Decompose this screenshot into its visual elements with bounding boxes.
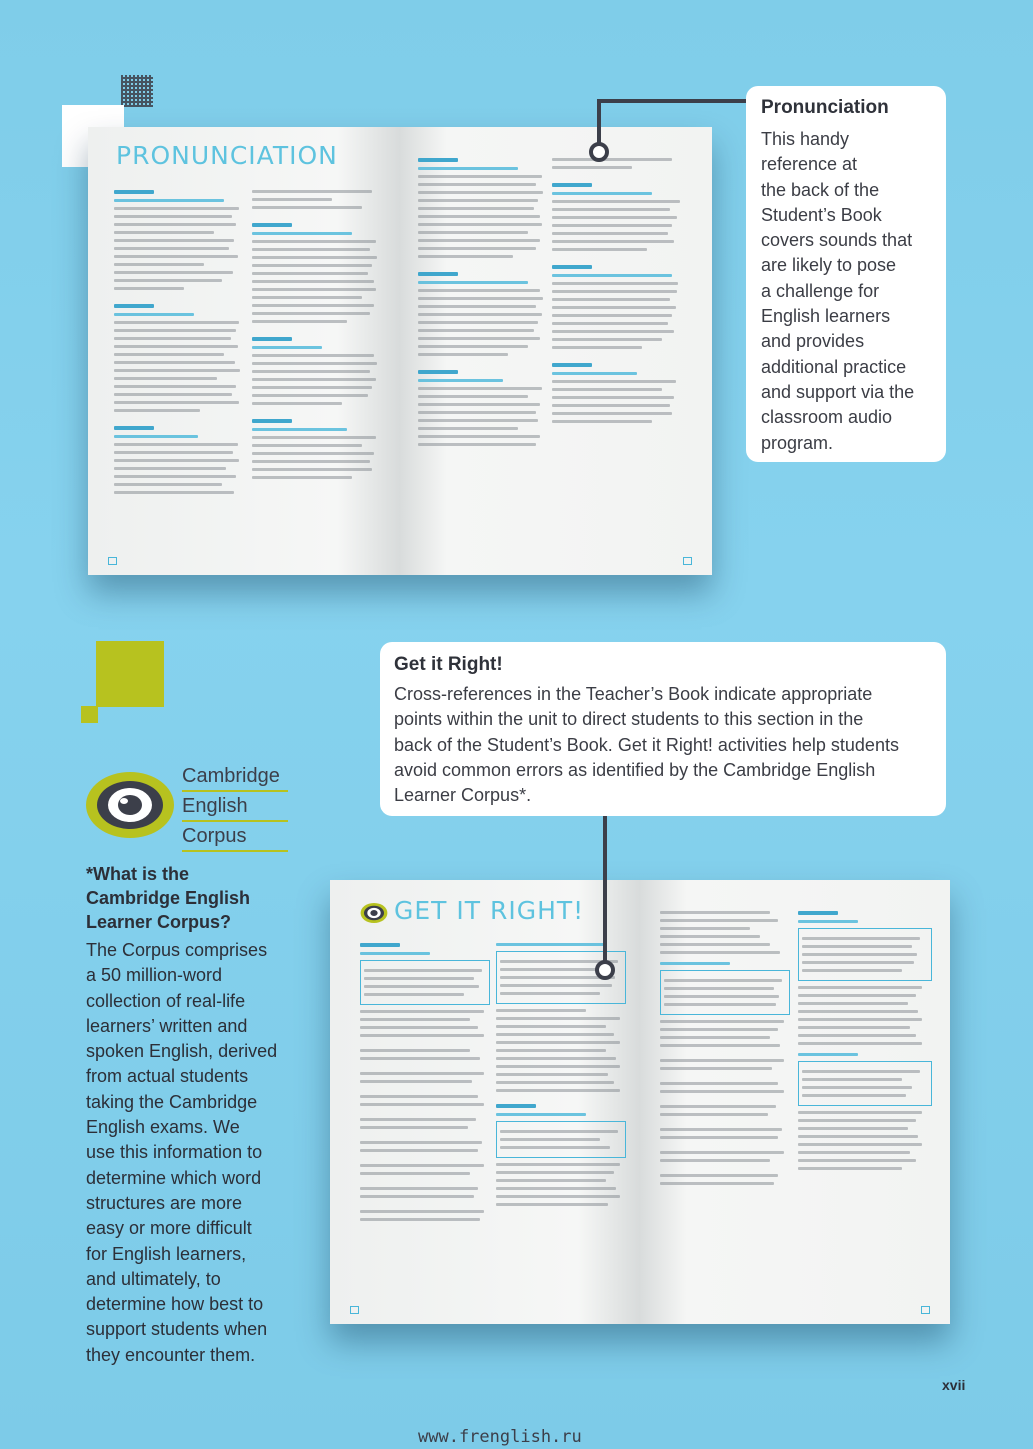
callout-line: Student’s Book <box>761 204 882 225</box>
pronunciation-callout <box>746 86 946 462</box>
callout-line: additional practice <box>761 356 907 377</box>
body-line: support students when <box>86 1319 268 1340</box>
body-line: structures are more <box>86 1192 243 1213</box>
get-it-right-connector-dot <box>595 960 615 980</box>
page-number-marker <box>350 1306 359 1314</box>
logo-line-corpus: Corpus <box>182 822 288 852</box>
body-line: easy or more difficult <box>86 1218 252 1239</box>
body-line: taking the Cambridge <box>86 1091 258 1112</box>
decorative-lime-square-large <box>96 641 164 707</box>
body-line: a 50 million-word <box>86 965 223 986</box>
callout-line: English learners <box>761 306 891 327</box>
corpus-logo-text <box>182 764 288 852</box>
body-line: English exams. We <box>86 1117 240 1138</box>
heading-line: *What is the <box>86 864 190 884</box>
body-line: determine how best to <box>86 1294 264 1315</box>
get-it-right-callout <box>380 642 946 816</box>
callout-line: reference at <box>761 154 858 175</box>
pronunciation-callout-body <box>761 127 914 456</box>
callout-line: classroom audio <box>761 407 893 428</box>
heading-line: Learner Corpus? <box>86 912 232 932</box>
get-it-right-connector-vertical <box>603 816 607 966</box>
callout-line: avoid common errors as identified by the Cambridge English <box>394 759 876 780</box>
page-number-marker <box>108 557 117 565</box>
body-line: spoken English, derived <box>86 1041 278 1062</box>
logo-line-english: English <box>182 792 288 822</box>
get-it-right-page-title: GET IT RIGHT! <box>394 896 585 925</box>
pronunciation-book-spread <box>88 127 712 575</box>
callout-line: covers sounds that <box>761 230 913 251</box>
body-line: collection of real-life <box>86 990 246 1011</box>
page-number-marker <box>921 1306 930 1314</box>
callout-line: the back of the <box>761 179 880 200</box>
body-line: from actual students <box>86 1066 249 1087</box>
page-number-marker <box>683 557 692 565</box>
callout-line: a challenge for <box>761 280 880 301</box>
corpus-sidebar-body <box>86 938 306 1368</box>
body-line: determine which word <box>86 1167 262 1188</box>
unit-heading <box>114 190 154 194</box>
pronunciation-page-title: PRONUNCIATION <box>116 141 338 170</box>
callout-line: This handy <box>761 129 850 149</box>
decorative-lime-square-small <box>81 706 98 723</box>
pronunciation-right-page <box>400 127 712 575</box>
callout-line: back of the Student’s Book. Get it Right! activities help students <box>394 734 899 755</box>
callout-line: points within the unit to direct students to this section in the <box>394 709 864 730</box>
get-it-right-callout-body <box>394 682 899 808</box>
pronunciation-connector-horizontal <box>597 99 747 103</box>
body-line: they encounter them. <box>86 1344 256 1365</box>
callout-line: program. <box>761 432 834 453</box>
callout-line: and support via the <box>761 381 915 402</box>
gir-right-column-1 <box>660 906 790 1190</box>
decorative-square-pattern-icon <box>121 75 153 107</box>
gir-right-column-2 <box>798 906 932 1175</box>
footer-url: www.frenglish.ru <box>418 1427 582 1447</box>
corpus-sidebar-heading <box>86 862 306 934</box>
pronunciation-connector-dot <box>589 142 609 162</box>
callout-line: Learner Corpus*. <box>394 785 532 806</box>
corpus-sidebar <box>86 862 306 1368</box>
callout-line: Cross-references in the Teacher’s Book indicate appropriate <box>394 684 873 704</box>
get-it-right-left-page <box>330 880 640 1324</box>
get-it-right-book-spread <box>330 880 950 1324</box>
get-it-right-callout-heading: Get it Right! <box>394 654 503 675</box>
body-line: for English learners, <box>86 1243 247 1264</box>
heading-line: Cambridge English <box>86 888 251 908</box>
body-line: use this information to <box>86 1142 263 1163</box>
pronunciation-left-page <box>88 127 400 575</box>
gir-left-column-1 <box>360 938 490 1226</box>
callout-line: and provides <box>761 331 865 352</box>
eye-logo-icon <box>84 770 176 845</box>
body-line: and ultimately, to <box>86 1268 221 1289</box>
left-page-column-1 <box>114 185 244 499</box>
get-it-right-right-page <box>640 880 950 1324</box>
logo-line-cambridge: Cambridge <box>182 764 288 792</box>
body-line: learners’ written and <box>86 1015 248 1036</box>
callout-line: are likely to pose <box>761 255 897 276</box>
body-line: The Corpus comprises <box>86 940 268 960</box>
page-number: xvii <box>942 1377 966 1393</box>
left-page-column-2 <box>252 185 382 484</box>
right-page-column-1 <box>418 153 548 451</box>
pronunciation-callout-heading: Pronunciation <box>761 97 889 118</box>
eye-logo-icon <box>360 902 388 929</box>
right-page-column-2 <box>552 153 692 428</box>
